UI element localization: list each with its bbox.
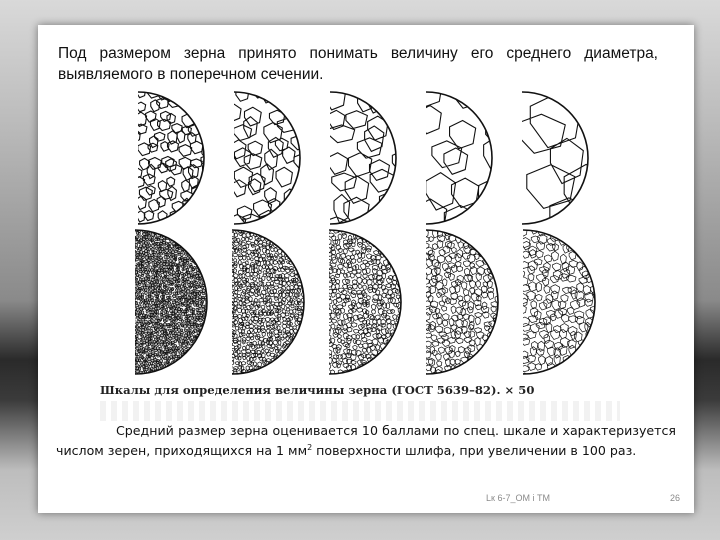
grain-scale-disc bbox=[518, 90, 609, 257]
grain-scale-row-fine bbox=[133, 226, 605, 383]
slide bbox=[38, 25, 694, 513]
footer-course-label: Lк 6-7_ОМ і ТМ bbox=[486, 493, 550, 503]
body-paragraph bbox=[56, 421, 676, 461]
grain-scale-disc bbox=[414, 90, 514, 240]
grain-scale-disc bbox=[325, 227, 404, 376]
slide-heading: Под размером зерна принято понимать величину его среднего диаметра, выявляемого в поперечном сечении. bbox=[58, 45, 658, 83]
body-superscript: 2 bbox=[307, 442, 313, 452]
grain-scale-disc bbox=[133, 228, 209, 377]
body-text-after: поверхности шлифа, при увеличении в 100 раз. bbox=[312, 443, 637, 458]
body-text-before: Средний размер зерна оценивается 10 баллами по спец. шкале и характеризуется числом зерен, приходящихся на 1 мм bbox=[56, 423, 676, 458]
grain-scale-disc bbox=[227, 90, 318, 234]
grain-size-scales-figure bbox=[133, 90, 618, 390]
figure-caption: Шкалы для определения величины зерна (ГОСТ 5639–82). × 50 bbox=[100, 383, 535, 397]
grain-scale-disc bbox=[422, 226, 505, 380]
grain-scale-disc bbox=[324, 90, 417, 246]
footer-page-number: 26 bbox=[669, 493, 680, 503]
grain-scale-disc bbox=[133, 90, 217, 237]
bleed-through-text bbox=[100, 401, 620, 421]
grain-scale-disc bbox=[519, 226, 605, 383]
grain-scale-disc bbox=[229, 228, 308, 379]
